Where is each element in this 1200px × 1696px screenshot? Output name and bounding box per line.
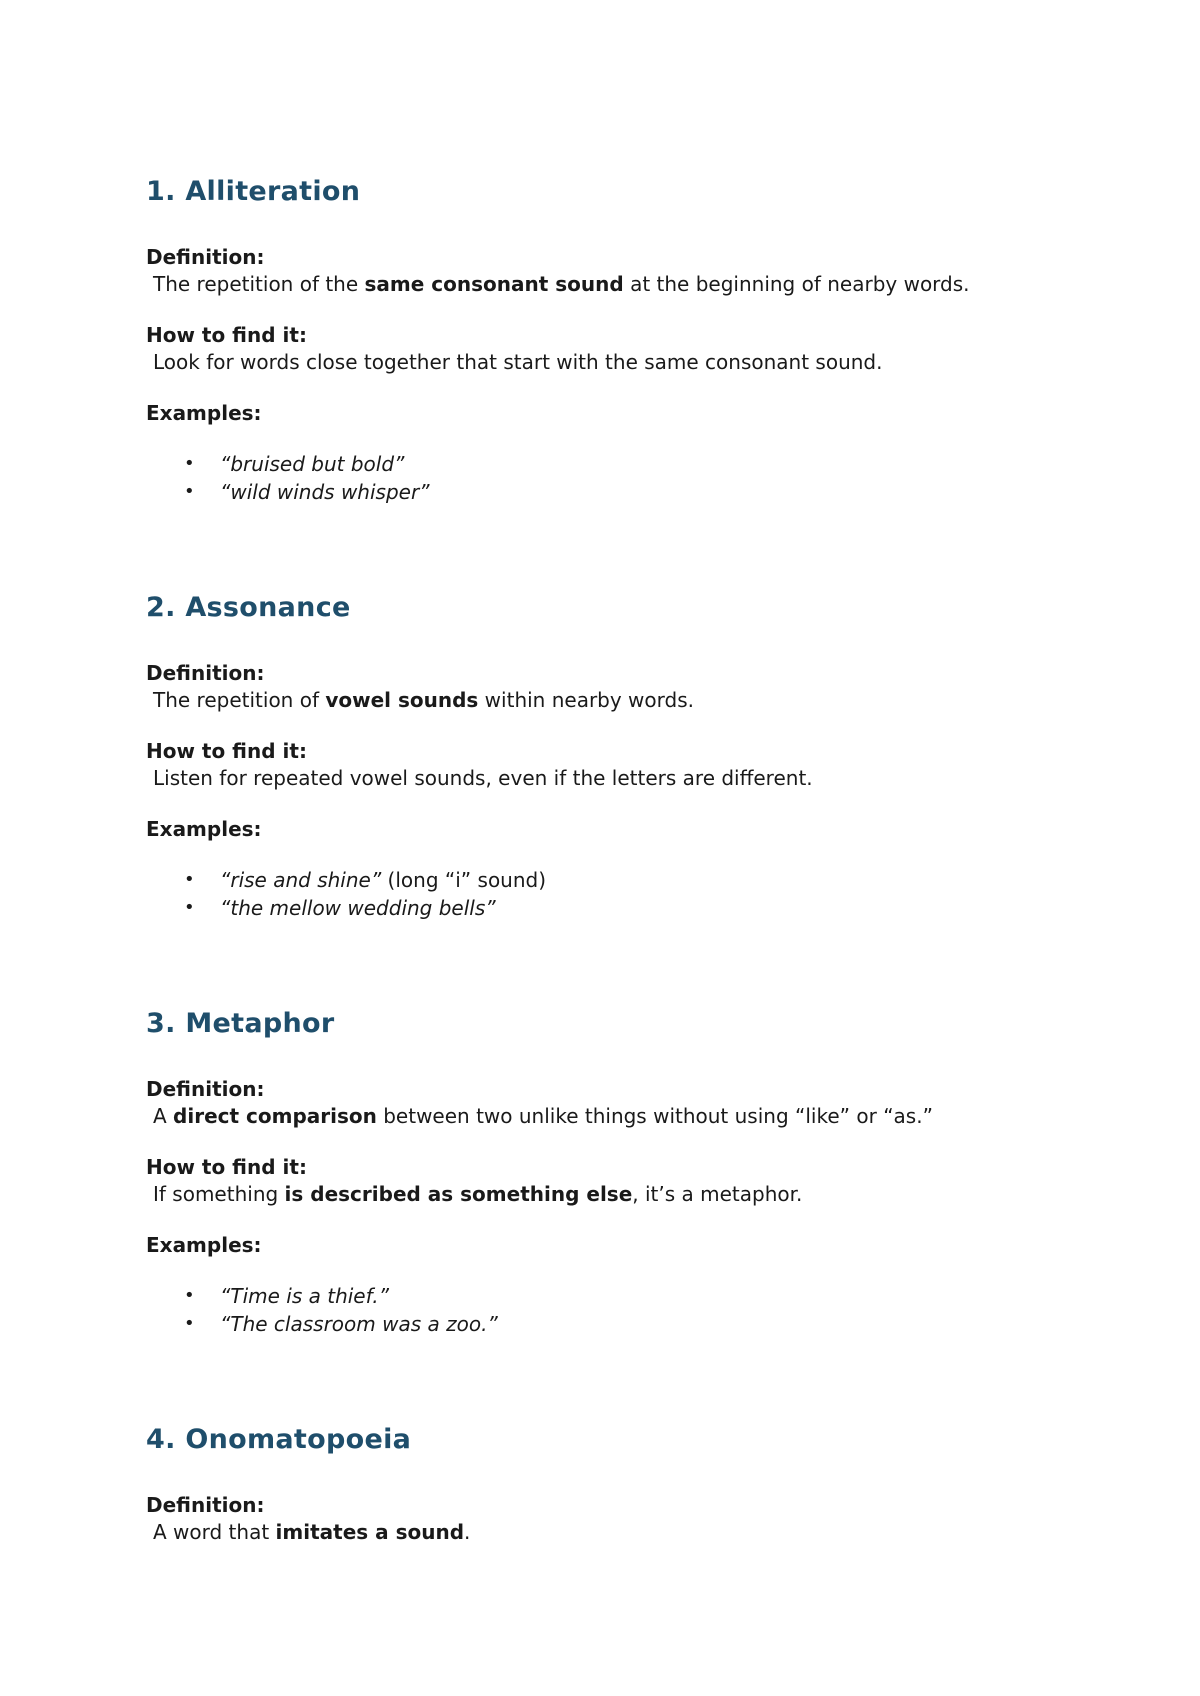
definition-text: The repetition of vowel sounds within nearby words. [153,688,694,712]
definition-text: A direct comparison between two unlike things without using “like” or “as.” [153,1104,933,1128]
section-metaphor [146,1006,1106,1338]
how-to-find-label: How to find it: [146,323,307,347]
how-to-find-text: Look for words close together that start with the same consonant sound. [153,350,883,374]
how-to-find-label: How to find it: [146,739,307,763]
section-title: 1. Alliteration [146,176,361,207]
how-to-find-label: How to find it: [146,1155,307,1179]
example-item: • “wild winds whisper” [184,480,430,504]
example-item: • “The classroom was a zoo.” [184,1312,498,1336]
examples-label: Examples: [146,817,262,841]
bullet-icon: • [184,1285,195,1306]
section-title: 4. Onomatopoeia [146,1424,412,1455]
definition-text: A word that imitates a sound. [153,1520,471,1544]
bullet-icon: • [184,481,195,502]
section-assonance [146,590,1106,922]
example-item: • “Time is a thief.” [184,1284,390,1308]
definition-label: Definition: [146,245,265,269]
examples-list [146,450,1106,506]
bullet-icon: • [184,1313,195,1334]
examples-list [146,1282,1106,1338]
section-title: 3. Metaphor [146,1008,335,1039]
bullet-icon: • [184,869,195,890]
bullet-icon: • [184,453,195,474]
examples-list [146,866,1106,922]
section-title: 2. Assonance [146,592,351,623]
section-alliteration [146,174,1106,506]
definition-text: The repetition of the same consonant sound at the beginning of nearby words. [153,272,970,296]
examples-label: Examples: [146,1233,262,1257]
example-item: • “the mellow wedding bells” [184,896,496,920]
example-item: • “rise and shine” (long “i” sound) [184,868,547,892]
definition-label: Definition: [146,1493,265,1517]
definition-label: Definition: [146,661,265,685]
how-to-find-text: Listen for repeated vowel sounds, even if the letters are different. [153,766,813,790]
how-to-find-text: If something is described as something else, it’s a metaphor. [153,1182,803,1206]
example-item: • “bruised but bold” [184,452,405,476]
bullet-icon: • [184,897,195,918]
section-onomatopoeia [146,1422,1106,1546]
examples-label: Examples: [146,401,262,425]
definition-label: Definition: [146,1077,265,1101]
